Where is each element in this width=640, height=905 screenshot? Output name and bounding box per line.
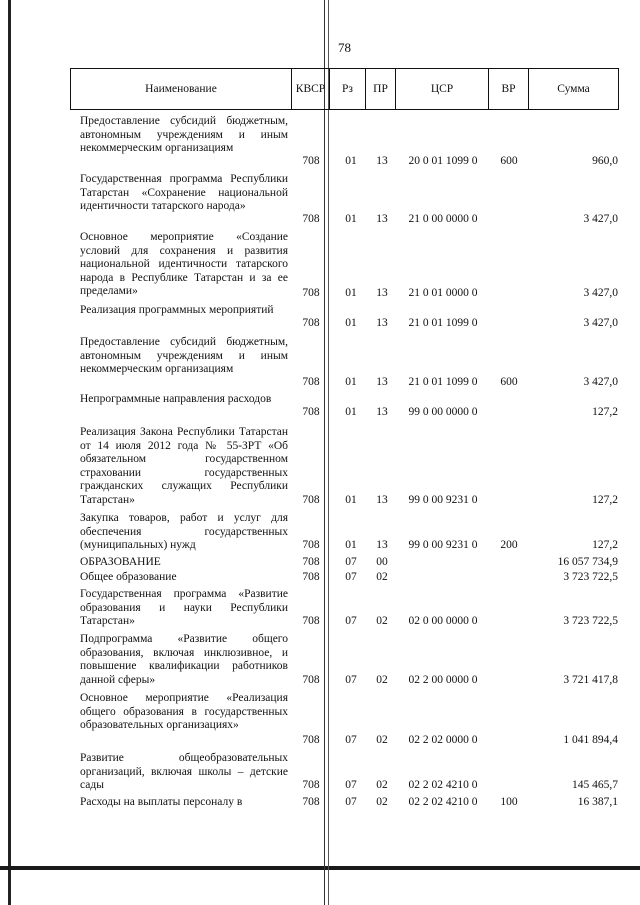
row-rz: 01 (345, 155, 357, 167)
row-pr: 13 (376, 317, 388, 329)
row-name: Непрограммные направления расходов (80, 393, 272, 405)
header-kvsr: КВСР (292, 69, 330, 109)
row-pr: 13 (376, 539, 388, 551)
row-vr: 100 (500, 796, 518, 808)
header-vr: ВР (489, 69, 529, 109)
row-rz: 07 (345, 674, 357, 686)
row-kvsr: 708 (302, 155, 320, 167)
row-sum: 3 427,0 (583, 376, 618, 388)
row-rz: 01 (345, 317, 357, 329)
row-csr: 02 2 02 4210 0 (408, 796, 478, 808)
row-rz: 07 (345, 556, 357, 568)
row-rz: 07 (345, 779, 357, 791)
row-sum: 3 723 722,5 (563, 571, 618, 583)
row-sum: 127,2 (592, 539, 618, 551)
row-name: Предоставление субсидий бюджетным, автономным учреждениям и иным некоммерческим организациям (80, 336, 288, 376)
row-rz: 01 (345, 213, 357, 225)
row-csr: 21 0 01 0000 0 (408, 287, 478, 299)
row-rz: 01 (345, 376, 357, 388)
row-kvsr: 708 (302, 779, 320, 791)
header-sum: Сумма (557, 83, 590, 95)
row-pr: 02 (376, 779, 388, 791)
row-kvsr: 708 (302, 615, 320, 627)
row-pr: 02 (376, 615, 388, 627)
row-kvsr: 708 (302, 539, 320, 551)
row-pr: 02 (376, 734, 388, 746)
row-pr: 13 (376, 213, 388, 225)
row-pr: 00 (376, 556, 388, 568)
row-pr: 13 (376, 376, 388, 388)
row-kvsr: 708 (302, 317, 320, 329)
row-pr: 13 (376, 155, 388, 167)
row-sum: 3 721 417,8 (563, 674, 618, 686)
row-sum: 3 427,0 (583, 287, 618, 299)
row-csr: 02 0 00 0000 0 (408, 615, 478, 627)
row-kvsr: 708 (302, 796, 320, 808)
row-pr: 02 (376, 571, 388, 583)
row-vr: 600 (500, 155, 518, 167)
row-pr: 13 (376, 287, 388, 299)
row-sum: 3 723 722,5 (563, 615, 618, 627)
row-csr: 02 2 00 0000 0 (408, 674, 478, 686)
row-rz: 07 (345, 571, 357, 583)
row-sum: 127,2 (592, 406, 618, 418)
row-kvsr: 708 (302, 571, 320, 583)
row-rz: 01 (345, 406, 357, 418)
row-csr: 21 0 01 1099 0 (408, 317, 478, 329)
row-name: Основное мероприятие «Реализация общего образования в государственных образовательных организациях» (80, 692, 288, 732)
row-name: Расходы на выплаты персоналу в (80, 796, 243, 808)
row-csr: 02 2 02 4210 0 (408, 779, 478, 791)
row-csr: 21 0 00 0000 0 (408, 213, 478, 225)
row-sum: 127,2 (592, 494, 618, 506)
row-rz: 07 (345, 734, 357, 746)
row-kvsr: 708 (302, 406, 320, 418)
row-csr: 21 0 01 1099 0 (408, 376, 478, 388)
row-rz: 01 (345, 494, 357, 506)
row-rz: 01 (345, 539, 357, 551)
row-vr: 200 (500, 539, 518, 551)
row-csr: 99 0 00 9231 0 (408, 539, 478, 551)
row-name: Реализация программных мероприятий (80, 304, 274, 316)
row-sum: 145 465,7 (572, 779, 618, 791)
row-name: Предоставление субсидий бюджетным, автономным учреждениям и иным некоммерческим организациям (80, 115, 288, 155)
page-number: 78 (338, 40, 351, 55)
row-name: Государственная программа «Развитие образования и науки Республики Татарстан» (80, 588, 288, 628)
row-name: Развитие общеобразовательных организаций, включая школы – детские сады (80, 752, 288, 792)
row-sum: 16 387,1 (577, 796, 618, 808)
row-pr: 13 (376, 406, 388, 418)
row-vr: 600 (500, 376, 518, 388)
row-csr: 02 2 02 0000 0 (408, 734, 478, 746)
row-kvsr: 708 (302, 674, 320, 686)
row-pr: 02 (376, 674, 388, 686)
row-csr: 99 0 00 0000 0 (408, 406, 478, 418)
row-pr: 13 (376, 494, 388, 506)
row-sum: 1 041 894,4 (563, 734, 618, 746)
header-pr: ПР (366, 69, 396, 109)
row-kvsr: 708 (302, 734, 320, 746)
row-name: Общее образование (80, 571, 177, 583)
row-name: Основное мероприятие «Создание условий для сохранения и развития национальной идентичности татарского народа в Республике Татарстан и за ее пределами» (80, 231, 288, 298)
row-name: Реализация Закона Республики Татарстан от 14 июля 2012 года № 55-ЗРТ «Об обязательном государственном страховании государственных гражданских служащих Республики Татарстан» (80, 426, 288, 506)
row-rz: 01 (345, 287, 357, 299)
row-name: Закупка товаров, работ и услуг для обеспечения государственных (муниципальных) нужд (80, 512, 288, 552)
row-rz: 07 (345, 615, 357, 627)
header-rz: Рз (330, 69, 366, 109)
row-csr: 99 0 00 9231 0 (408, 494, 478, 506)
row-kvsr: 708 (302, 556, 320, 568)
row-sum: 960,0 (592, 155, 618, 167)
row-sum: 3 427,0 (583, 317, 618, 329)
row-name: Государственная программа Республики Татарстан «Сохранение национальной идентичности татарского народа» (80, 173, 288, 213)
row-sum: 16 057 734,9 (557, 556, 618, 568)
row-pr: 02 (376, 796, 388, 808)
row-csr: 20 0 01 1099 0 (408, 155, 478, 167)
row-name: ОБРАЗОВАНИЕ (80, 556, 161, 568)
row-name: Подпрограмма «Развитие общего образования, включая инклюзивное, и повышение квалификации работников данной сферы» (80, 633, 288, 686)
header-csr: ЦСР (396, 69, 489, 109)
row-kvsr: 708 (302, 213, 320, 225)
row-kvsr: 708 (302, 376, 320, 388)
header-name: Наименование (71, 69, 292, 109)
row-sum: 3 427,0 (583, 213, 618, 225)
row-kvsr: 708 (302, 494, 320, 506)
row-kvsr: 708 (302, 287, 320, 299)
row-rz: 07 (345, 796, 357, 808)
